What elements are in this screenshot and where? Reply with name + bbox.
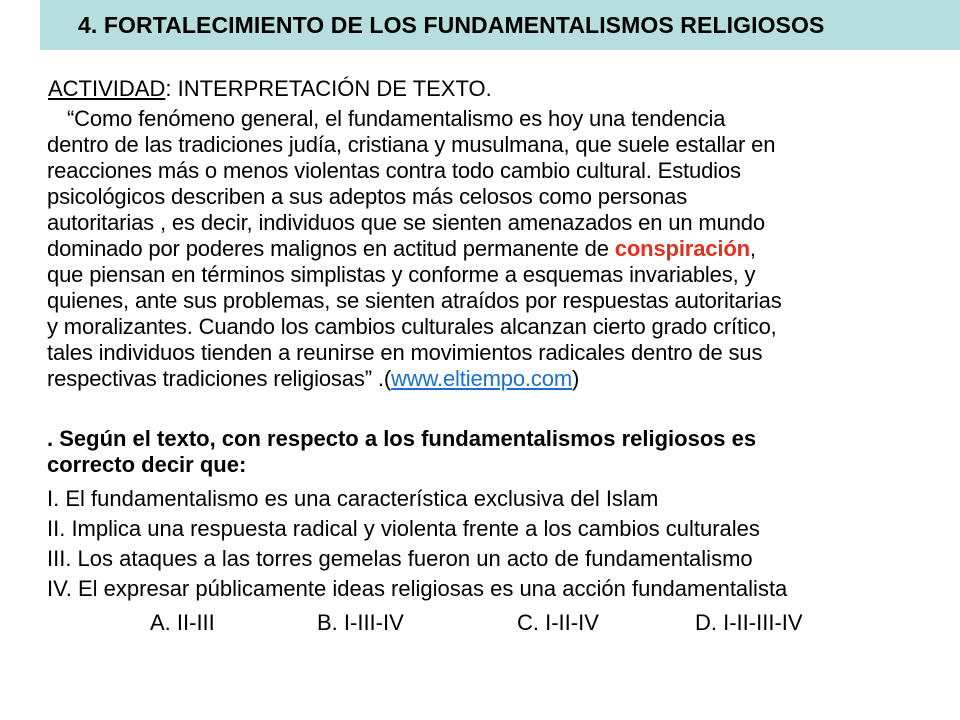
activity-heading <box>48 76 492 102</box>
quote-line: “Como fenómeno general, el fundamentalismo es hoy una tendencia <box>67 106 726 131</box>
quote-line: autoritarias , es decir, individuos que se sienten amenazados en un mundo <box>47 210 765 235</box>
answer-choice-c: C. I-II-IV <box>517 610 599 635</box>
quote-line: reacciones más o menos violentas contra todo cambio cultural. Estudios <box>47 158 741 183</box>
answer-choices <box>0 608 960 638</box>
question-line: . Según el texto, con respecto a los fundamentalismos religiosos es <box>47 426 757 451</box>
quote-line <box>47 236 957 262</box>
highlighted-word: conspiración <box>614 236 750 261</box>
activity-label: ACTIVIDAD <box>48 76 166 101</box>
quote-text: ) <box>572 366 580 391</box>
statement-item: II. Implica una respuesta radical y violenta frente a los cambios culturales <box>47 516 760 541</box>
statement-item: IV. El expresar públicamente ideas religiosas es una acción fundamentalista <box>47 576 788 601</box>
quote-line: y moralizantes. Cuando los cambios culturales alcanzan cierto grado crítico, <box>47 314 777 339</box>
answer-choice-b: B. I-III-IV <box>317 610 404 635</box>
quote-line <box>47 366 957 392</box>
quote-line: quienes, ante sus problemas, se sienten atraídos por respuestas autoritarias <box>47 288 782 313</box>
quote-text: respectivas tradiciones religiosas” .( <box>47 366 391 391</box>
statement-item: III. Los ataques a las torres gemelas fueron un acto de fundamentalismo <box>47 546 753 571</box>
quote-text: dominado por poderes malignos en actitud permanente de <box>47 236 615 261</box>
answer-choice-d: D. I-II-III-IV <box>695 610 803 635</box>
statement-list <box>47 484 787 604</box>
quoted-text <box>47 106 957 392</box>
source-link[interactable]: www.eltiempo.com <box>391 366 572 391</box>
question-line: correcto decir que: <box>47 452 247 477</box>
slide-title: 4. FORTALECIMIENTO DE LOS FUNDAMENTALISMOS RELIGIOSOS <box>78 11 825 38</box>
statement-item: I. El fundamentalismo es una característica exclusiva del Islam <box>47 486 659 511</box>
activity-description: : INTERPRETACIÓN DE TEXTO. <box>165 76 492 101</box>
answer-choice-a: A. II-III <box>150 610 215 635</box>
quote-text: , <box>749 236 756 261</box>
title-bar <box>40 0 960 50</box>
quote-line: tales individuos tienden a reunirse en movimientos radicales dentro de sus <box>47 340 763 365</box>
quote-line: psicológicos describen a sus adeptos más celosos como personas <box>47 184 688 209</box>
quote-line: dentro de las tradiciones judía, cristiana y musulmana, que suele estallar en <box>47 132 776 157</box>
quote-line: que piensan en términos simplistas y conforme a esquemas invariables, y <box>47 262 756 287</box>
question <box>47 426 756 478</box>
